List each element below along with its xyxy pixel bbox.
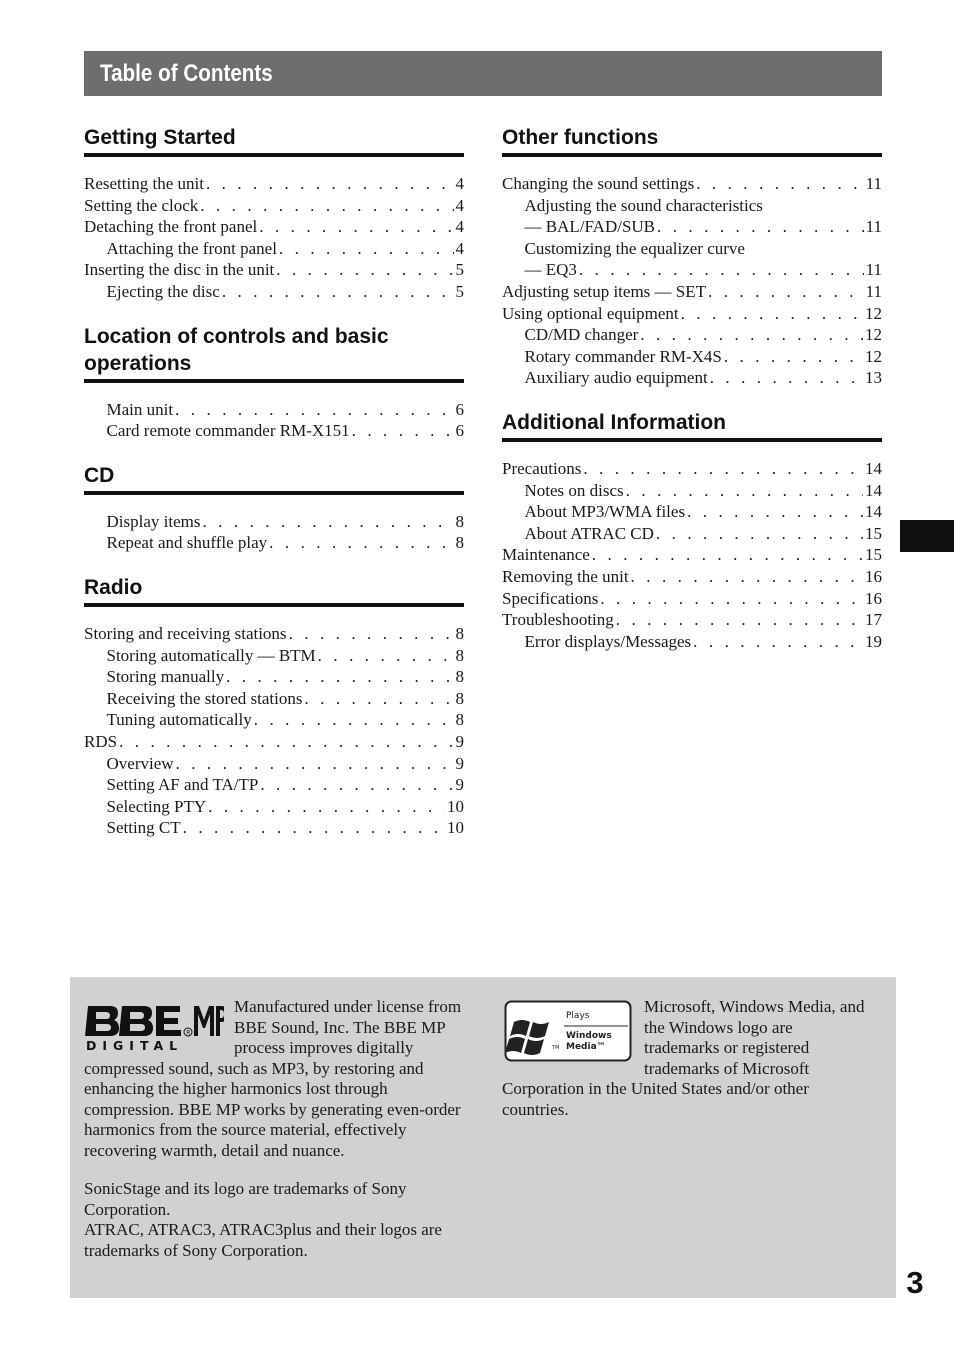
- dot-leader: [631, 566, 863, 588]
- toc-left-column: [84, 124, 464, 859]
- page-number: 3: [906, 1265, 924, 1300]
- toc-entry-label: Storing automatically — BTM: [106, 645, 316, 665]
- svg-text:Plays: Plays: [566, 1011, 590, 1021]
- section-heading: Location of controls and basic operations: [84, 323, 464, 383]
- toc-entry[interactable]: [502, 216, 882, 238]
- toc-entry-page: 11: [865, 281, 882, 301]
- toc-entry[interactable]: [502, 259, 882, 281]
- dot-leader: [592, 544, 863, 566]
- dot-leader: [269, 532, 453, 554]
- toc-entry-label: Setting CT: [106, 818, 181, 838]
- toc-entry-label: Precautions: [502, 458, 582, 478]
- toc-entry-page: 19: [865, 631, 882, 651]
- toc-entry[interactable]: [502, 566, 882, 588]
- toc-entry-label: Tuning automatically: [106, 710, 252, 730]
- toc-entry-page: 10: [447, 796, 464, 816]
- dot-leader: [119, 731, 453, 753]
- toc-entry-label: CD/MD changer: [524, 325, 639, 345]
- dot-leader: [724, 346, 863, 368]
- dot-leader: [226, 666, 453, 688]
- svg-text:DIGITAL: DIGITAL: [86, 1038, 184, 1052]
- toc-entry[interactable]: [502, 303, 882, 325]
- toc-entry[interactable]: [502, 346, 882, 368]
- section-thumb-tab: [900, 520, 954, 552]
- toc-entry[interactable]: [84, 817, 464, 839]
- toc-entry-label: Storing manually: [106, 667, 225, 687]
- dot-leader: [208, 796, 445, 818]
- toc-entry-label: Notes on discs: [524, 480, 624, 500]
- toc-entry[interactable]: [84, 511, 464, 533]
- section-heading: CD: [84, 462, 464, 495]
- toc-entry[interactable]: [84, 731, 464, 753]
- dot-leader: [656, 523, 863, 545]
- dot-leader: [206, 173, 454, 195]
- toc-entry-label: — EQ3: [524, 260, 577, 280]
- toc-entry-label: Selecting PTY: [106, 796, 207, 816]
- toc-entry[interactable]: [84, 645, 464, 667]
- toc-entry-page: 12: [865, 325, 882, 345]
- dot-leader: [318, 645, 454, 667]
- dot-leader: [708, 281, 864, 303]
- toc-entry-label: — BAL/FAD/SUB: [524, 217, 656, 237]
- dot-leader: [693, 631, 863, 653]
- dot-leader: [176, 753, 454, 775]
- toc-entry-page: 8: [455, 511, 464, 531]
- toc-entry[interactable]: [502, 195, 882, 217]
- dot-leader: [183, 817, 445, 839]
- toc-entry-label: Troubleshooting: [502, 610, 614, 630]
- toc-entry[interactable]: [502, 588, 882, 610]
- toc-entry-label: Auxiliary audio equipment: [524, 368, 708, 388]
- toc-right-column: [502, 124, 882, 672]
- toc-entry[interactable]: [84, 688, 464, 710]
- svg-text:R: R: [186, 1029, 191, 1037]
- toc-section: [84, 323, 464, 442]
- dot-leader: [583, 458, 863, 480]
- toc-entry-page: 14: [865, 502, 882, 522]
- plays-windows-media-logo: [504, 1000, 632, 1062]
- toc-entry-label: Display items: [106, 511, 201, 531]
- toc-entry-label: Removing the unit: [502, 566, 629, 586]
- dot-leader: [657, 216, 864, 238]
- toc-section: [502, 124, 882, 389]
- dot-leader: [200, 195, 453, 217]
- toc-entry-page: 12: [865, 346, 882, 366]
- toc-entry-page: 6: [455, 399, 464, 419]
- toc-entry[interactable]: [502, 458, 882, 480]
- toc-entry-label: Overview: [106, 753, 174, 773]
- toc-entry-page: 16: [865, 588, 882, 608]
- toc-entry[interactable]: [84, 623, 464, 645]
- toc-entry-page: 4: [455, 217, 464, 237]
- toc-entry-label: Customizing the equalizer curve: [524, 238, 745, 258]
- toc-entry[interactable]: [84, 774, 464, 796]
- toc-entry[interactable]: [502, 501, 882, 523]
- toc-entry-label: About MP3/WMA files: [524, 502, 686, 522]
- toc-entry[interactable]: [84, 173, 464, 195]
- dot-leader: [276, 259, 453, 281]
- toc-entry-label: About ATRAC CD: [524, 523, 654, 543]
- svg-text:Windows: Windows: [566, 1031, 612, 1041]
- toc-entry-page: 4: [455, 174, 464, 193]
- toc-entry[interactable]: [502, 609, 882, 631]
- sonicstage-trademark-text: SonicStage and its logo are trademarks of Sony Corporation.: [84, 1179, 407, 1219]
- toc-entry-label: Changing the sound settings: [502, 174, 695, 193]
- toc-entry-page: 13: [865, 368, 882, 388]
- toc-entry[interactable]: [502, 324, 882, 346]
- toc-entry-page: 8: [455, 688, 464, 708]
- svg-text:TM: TM: [552, 1045, 560, 1051]
- toc-entry-page: 6: [455, 421, 464, 441]
- toc-entry[interactable]: [84, 281, 464, 303]
- toc-entry-label: Card remote commander RM-X151: [106, 421, 350, 441]
- toc-entry-page: 5: [455, 281, 464, 301]
- dot-leader: [626, 480, 863, 502]
- toc-entry-page: 8: [455, 667, 464, 687]
- toc-entry-page: 9: [455, 775, 464, 795]
- toc-entry-label: Specifications: [502, 588, 599, 608]
- toc-entry-page: 5: [455, 260, 464, 280]
- toc-entry-label: Error displays/Messages: [524, 631, 692, 651]
- toc-entry[interactable]: [84, 753, 464, 775]
- toc-entry-page: 11: [865, 217, 882, 237]
- toc-entry-label: RDS: [84, 731, 118, 751]
- toc-entry-page: 14: [865, 458, 882, 478]
- toc-entry[interactable]: [84, 238, 464, 260]
- toc-entry-label: Repeat and shuffle play: [106, 533, 268, 553]
- toc-entry-label: Adjusting the sound characteristics: [524, 195, 763, 215]
- toc-entry-page: 15: [865, 523, 882, 543]
- toc-section: [84, 462, 464, 554]
- dot-leader: [289, 623, 454, 645]
- toc-entry[interactable]: [84, 259, 464, 281]
- dot-leader: [279, 238, 454, 260]
- toc-entry[interactable]: [84, 796, 464, 818]
- toc-entry-label: Resetting the unit: [84, 174, 204, 193]
- dot-leader: [175, 399, 453, 421]
- toc-section: [84, 574, 464, 839]
- section-heading: Getting Started: [84, 124, 464, 157]
- dot-leader: [202, 511, 453, 533]
- toc-entry-label: Adjusting setup items — SET: [502, 281, 706, 301]
- toc-entry[interactable]: [84, 420, 464, 442]
- toc-entry[interactable]: [84, 216, 464, 238]
- dot-leader: [579, 259, 864, 281]
- bbe-mp-digital-logo: [84, 1000, 224, 1052]
- toc-entry[interactable]: [502, 631, 882, 653]
- dot-leader: [687, 501, 863, 523]
- toc-entry-label: Storing and receiving stations: [84, 623, 287, 643]
- windows-media-notice: [502, 997, 872, 1120]
- toc-section: [502, 409, 882, 652]
- toc-entry-page: 11: [865, 174, 882, 193]
- dot-leader: [260, 774, 453, 796]
- toc-entry[interactable]: [84, 532, 464, 554]
- toc-entry-page: 10: [447, 818, 464, 838]
- toc-entry-page: 8: [455, 645, 464, 665]
- toc-entry-page: 11: [865, 260, 882, 280]
- dot-leader: [304, 688, 453, 710]
- dot-leader: [696, 173, 863, 195]
- bbe-notice: [84, 997, 464, 1261]
- toc-entry-page: 15: [865, 545, 882, 565]
- section-heading: Other functions: [502, 124, 882, 157]
- toc-entry-label: Setting the clock: [84, 195, 199, 215]
- toc-entry-label: Maintenance: [502, 545, 590, 565]
- toc-entry-page: 9: [455, 753, 464, 773]
- page-title: Table of Contents: [100, 59, 273, 87]
- toc-entry[interactable]: [84, 666, 464, 688]
- toc-entry-page: 4: [455, 195, 464, 215]
- toc-entry[interactable]: [502, 281, 882, 303]
- dot-leader: [640, 324, 863, 346]
- toc-entry-label: Rotary commander RM-X4S: [524, 346, 722, 366]
- toc-entry-label: Main unit: [106, 399, 174, 419]
- dot-leader: [254, 709, 454, 731]
- section-heading: Radio: [84, 574, 464, 607]
- dot-leader: [681, 303, 863, 325]
- toc-entry[interactable]: [502, 544, 882, 566]
- toc-entry-page: 12: [865, 303, 882, 323]
- toc-entry-label: Inserting the disc in the unit: [84, 260, 275, 280]
- toc-entry[interactable]: [84, 709, 464, 731]
- toc-title-bar: [84, 51, 882, 96]
- toc-entry-label: Using optional equipment: [502, 303, 679, 323]
- toc-entry[interactable]: [502, 367, 882, 389]
- toc-entry[interactable]: [84, 195, 464, 217]
- atrac-trademark-text: ATRAC, ATRAC3, ATRAC3plus and their logos are trademarks of Sony Corporation.: [84, 1220, 442, 1260]
- microsoft-trademark-text: Microsoft, Windows Media, and the Windows logo are trademarks or registered trademarks of Microsoft Corporation in the United States and/or other countries.: [502, 997, 865, 1119]
- toc-entry-label: Receiving the stored stations: [106, 688, 303, 708]
- toc-entry[interactable]: [84, 399, 464, 421]
- toc-entry-page: 8: [455, 533, 464, 553]
- dot-leader: [222, 281, 454, 303]
- toc-entry-page: 16: [865, 566, 882, 586]
- toc-entry[interactable]: [502, 480, 882, 502]
- toc-section: [84, 124, 464, 303]
- toc-entry[interactable]: [502, 173, 882, 195]
- toc-entry-page: 8: [455, 710, 464, 730]
- bbe-license-text: Manufactured under license from BBE Sound, Inc. The BBE MP process improves digitally compressed sound, such as MP3, by restoring and enhancing the higher harmonics lost through compression. BBE MP works by generating even-order harmonics from the source material, effectively recovering warmth, detail and nuance.: [84, 997, 462, 1160]
- toc-entry-label: Attaching the front panel: [106, 238, 277, 258]
- toc-entry-label: Ejecting the disc: [106, 281, 220, 301]
- dot-leader: [710, 367, 863, 389]
- section-heading: Additional Information: [502, 409, 882, 442]
- toc-entry-page: 8: [455, 623, 464, 643]
- dot-leader: [352, 420, 454, 442]
- toc-entry-page: 17: [865, 610, 882, 630]
- toc-entry-page: 4: [455, 238, 464, 258]
- dot-leader: [616, 609, 863, 631]
- dot-leader: [600, 588, 863, 610]
- dot-leader: [259, 216, 453, 238]
- toc-entry-label: Detaching the front panel: [84, 217, 258, 237]
- toc-entry-page: 9: [455, 731, 464, 751]
- svg-text:Media™: Media™: [566, 1042, 606, 1052]
- toc-entry[interactable]: [502, 238, 882, 260]
- toc-entry-label: Setting AF and TA/TP: [106, 775, 259, 795]
- trademark-notice-box: [70, 977, 896, 1298]
- toc-entry-page: 14: [865, 480, 882, 500]
- toc-entry[interactable]: [502, 523, 882, 545]
